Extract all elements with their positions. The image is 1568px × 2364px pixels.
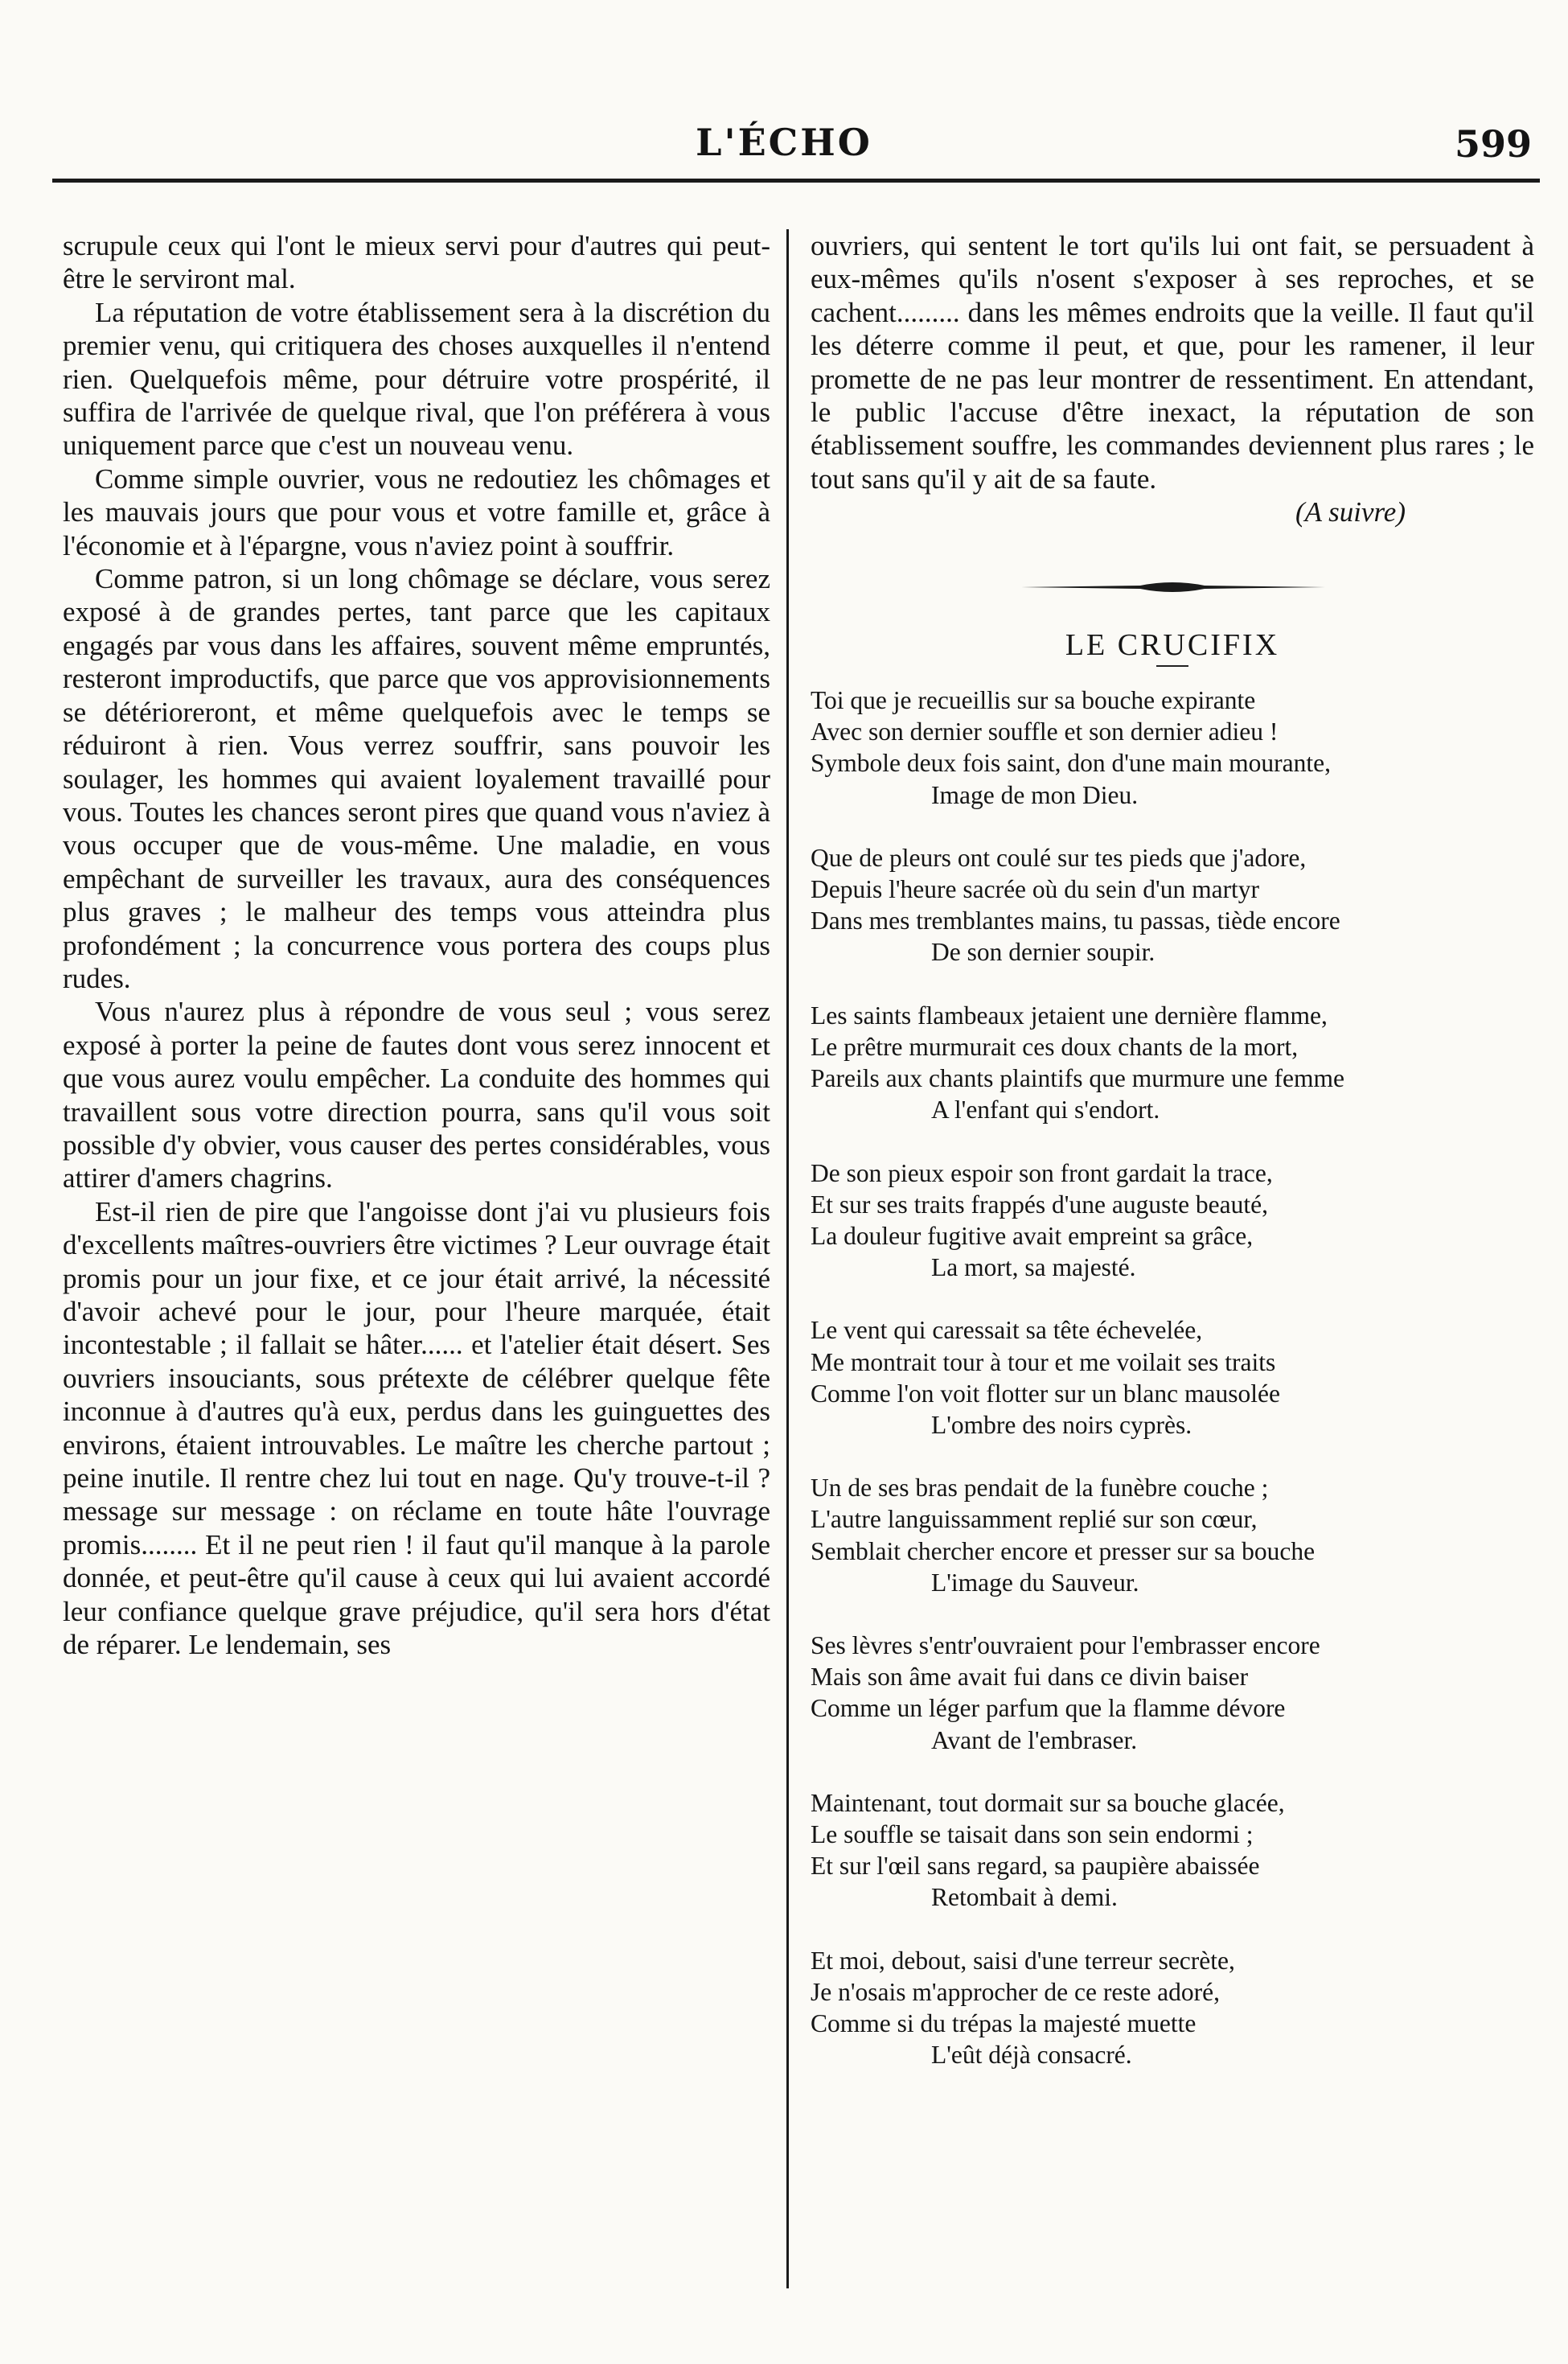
poem-stanza — [811, 842, 1534, 968]
column-divider — [786, 229, 789, 2288]
poem-verse: Semblait chercher encore et presser sur sa bouche — [811, 1536, 1316, 1565]
poem-verse: Comme l'on voit flotter sur un blanc mausolée — [811, 1379, 1280, 1408]
poem-stanza — [811, 685, 1534, 811]
poem-verse: Dans mes tremblantes mains, tu passas, tiède encore — [811, 907, 1340, 935]
poem-verse: Que de pleurs ont coulé sur tes pieds que j'adore, — [811, 843, 1307, 872]
article-paragraph: Comme simple ouvrier, vous ne redoutiez les chômages et les mauvais jours que pour vous et votre famille et, grâce à l'économie et à l'épargne, vous n'aviez point à souffrir. — [63, 463, 770, 561]
poem-verse: Mais son âme avait fui dans ce divin baiser — [811, 1663, 1249, 1692]
poem-verse: Me montrait tour à tour et me voilait ses traits — [811, 1347, 1276, 1376]
poem-verse: Avec son dernier souffle et son dernier adieu ! — [811, 717, 1279, 746]
poem-verse: Image de mon Dieu. — [931, 780, 1139, 809]
poem — [811, 685, 1534, 2070]
poem-stanza — [811, 1630, 1534, 1756]
poem-verse: Comme un léger parfum que la flamme dévore — [811, 1694, 1286, 1723]
header-rule — [52, 179, 1540, 183]
poem-stanza — [811, 1787, 1534, 1914]
poem-verse: Maintenant, tout dormait sur sa bouche glacée, — [811, 1788, 1285, 1817]
poem-verse: L'ombre des noirs cyprès. — [931, 1410, 1192, 1439]
left-column — [63, 229, 770, 1661]
poem-verse: La douleur fugitive avait empreint sa grâce, — [811, 1221, 1254, 1250]
poem-verse: Et sur ses traits frappés d'une auguste beauté, — [811, 1190, 1268, 1219]
article-paragraph: Vous n'aurez plus à répondre de vous seul ; vous serez exposé à porter la peine de fautes dont vous serez innocent et que vous aurez voulu empêcher. La conduite des hommes qui travaillent sous votre direction pourra, sans qu'il vous soit possible d'y obvier, vous causer des pertes considérables, vous attirer d'amers chagrins. — [63, 996, 770, 1194]
poem-verse: Toi que je recueillis sur sa bouche expirante — [811, 686, 1256, 715]
poem-verse: L'eût déjà consacré. — [931, 2041, 1132, 2070]
poem-verse: La mort, sa majesté. — [931, 1253, 1136, 1282]
poem-verse: Pareils aux chants plaintifs que murmure une femme — [811, 1064, 1344, 1093]
article-paragraph: Comme patron, si un long chômage se déclare, vous serez exposé à de grandes pertes, tant parce que les capitaux engagés par vous dans les affaires, souvent même empruntés, resteront improductifs, que parce que vos approvisionnements se détérioreront, et même quelquefois avec le temps se réduiront à rien. Vous verrez souffrir, sans pouvoir les soulager, les hommes qui avaient loyalement travaillé pour vous. Toutes les chances seront pires que quand vous n'aviez à vous occuper que de vous-même. Une maladie, en vous empêchant de surveiller les travaux, aura des conséquences plus graves ; le malheur des temps vous atteindra plus profondément ; la concurrence vous portera des coups plus rudes. — [63, 563, 770, 994]
poem-verse: Ses lèvres s'entr'ouvraient pour l'embrasser encore — [811, 1630, 1320, 1659]
poem-verse: Je n'osais m'approcher de ce reste adoré, — [811, 1977, 1220, 2006]
poem-verse: De son dernier soupir. — [931, 938, 1155, 967]
poem-verse: Un de ses bras pendait de la funèbre couche ; — [811, 1474, 1269, 1503]
poem-verse: Comme si du trépas la majesté muette — [811, 2008, 1197, 2037]
poem-verse: Et moi, debout, saisi d'une terreur secrète, — [811, 1946, 1235, 1975]
article-paragraph: Est-il rien de pire que l'angoisse dont j'ai vu plusieurs fois d'excellents maîtres-ouvriers être victimes ? Leur ouvrage était promis pour un jour fixe, et ce jour était arrivé, la nécessité d'avoir achevé pour le jour, pour l'heure marquée, était incontestable ; il fallait se hâter...... et l'atelier était désert. Ses ouvriers insouciants, sous prétexte de célébrer quelque fête inconnue à d'autres qu'à eux, perdus dans les guinguettes des environs, étaient introuvables. Le maître les cherche partout ; peine inutile. Il rentre chez lui tout en nage. Qu'y trouve-t-il ? message sur message : on réclame en toute hâte l'ouvrage promis........ Et il ne peut rien ! il faut qu'il manque à la parole donnée, et peut-être qu'il cause à ceux qui lui avaient accordé leur confiance quelque grave préjudice, qu'il sera hors d'état de réparer. Le lendemain, ses — [63, 1195, 770, 1661]
poem-verse: A l'enfant qui s'endort. — [931, 1096, 1160, 1124]
poem-stanza — [811, 1314, 1534, 1441]
poem-verse: Retombait à demi. — [931, 1883, 1118, 1912]
article-paragraph: La réputation de votre établissement sera à la discrétion du premier venu, qui critiquera des choses auxquelles il n'entend rien. Quelquefois même, pour détruire votre prospérité, il suffira de l'arrivée de quelque rival, que l'on préférera à vous uniquement parce que c'est un nouveau venu. — [63, 296, 770, 462]
poem-stanza — [811, 1000, 1534, 1126]
poem-stanza — [811, 1472, 1534, 1598]
poem-verse: L'autre languissamment replié sur son cœur, — [811, 1505, 1258, 1534]
poem-verse: Et sur l'œil sans regard, sa paupière abaissée — [811, 1852, 1260, 1881]
poem-verse: Les saints flambeaux jetaient une dernière flamme, — [811, 1001, 1328, 1030]
ornamental-divider — [1020, 578, 1325, 597]
poem-verse: Le prêtre murmurait ces doux chants de la mort, — [811, 1032, 1299, 1061]
running-head-title: L'ÉCHO — [696, 121, 872, 164]
right-column — [811, 229, 1534, 2102]
poem-verse: De son pieux espoir son front gardait la trace, — [811, 1158, 1273, 1187]
to-be-continued: (A suivre) — [1295, 496, 1406, 528]
title-dash — [1156, 665, 1188, 667]
article-paragraph: scrupule ceux qui l'ont le mieux servi pour d'autres qui peut-être le serviront mal. — [63, 230, 770, 295]
page-number: 599 — [1454, 122, 1532, 166]
poem-verse: Le vent qui caressait sa tête échevelée, — [811, 1316, 1203, 1345]
poem-verse: Avant de l'embraser. — [931, 1725, 1138, 1754]
poem-title: LE CRUCIFIX — [1065, 627, 1280, 662]
poem-stanza — [811, 1945, 1534, 2071]
poem-verse: Le souffle se taisait dans son sein endormi ; — [811, 1819, 1254, 1848]
poem-verse: Symbole deux fois saint, don d'une main mourante, — [811, 749, 1331, 778]
poem-verse: L'image du Sauveur. — [931, 1568, 1139, 1597]
article-continuation: ouvriers, qui sentent le tort qu'ils lui ont fait, se persuadent à eux-mêmes qu'ils n'osent s'exposer à ses reproches, et se cachent......... dans les mêmes endroits que la veille. Il faut qu'il les déterre comme il peut, et que, pour les ramener, il leur promette de ne pas leur montrer de ressentiment. En attendant, le public l'accuse d'être inexact, la réputation de son établissement souffre, les commandes deviennent plus rares ; le tout sans qu'il y ait de sa faute. — [811, 230, 1534, 495]
poem-verse: Depuis l'heure sacrée où du sein d'un martyr — [811, 875, 1260, 904]
poem-stanza — [811, 1157, 1534, 1284]
